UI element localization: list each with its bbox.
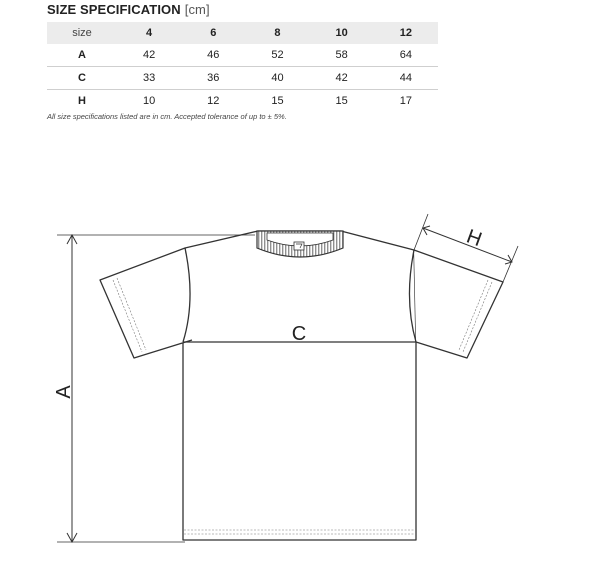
table-cell: 10 <box>142 95 156 107</box>
table-cell: 52 <box>245 44 309 67</box>
table-cell: 64 <box>374 44 438 67</box>
table-cell: 36 <box>181 67 245 90</box>
row-label: H <box>78 95 86 107</box>
table-cell: 17 <box>399 95 412 107</box>
label-c: C <box>291 323 307 345</box>
header-cell: size <box>47 22 117 44</box>
header-cell: 4 <box>117 22 181 44</box>
table-cell: 42 <box>310 67 374 90</box>
table-cell: 33 <box>117 67 181 90</box>
neck-label-icon <box>294 242 304 250</box>
label-h: H <box>463 225 485 252</box>
table-cell: 15 <box>335 95 348 107</box>
table-cell: 12 <box>207 95 220 107</box>
heading-unit: [cm] <box>184 2 210 17</box>
left-sleeve <box>100 248 192 358</box>
header-cell: 8 <box>245 22 309 44</box>
header-cell: 10 <box>310 22 374 44</box>
table-cell: 44 <box>374 67 438 90</box>
header-cell: 12 <box>374 22 438 44</box>
label-a: A <box>53 385 75 399</box>
table-cell: 42 <box>117 44 181 67</box>
row-label: C <box>47 67 117 90</box>
collar <box>257 231 343 257</box>
header-cell: 6 <box>181 22 245 44</box>
right-sleeve <box>414 250 503 358</box>
tolerance-note: All size specifications listed are in cm. Accepted tolerance of up to ± 5%. <box>47 112 287 121</box>
row-label: A <box>47 44 117 67</box>
heading-title: SIZE SPECIFICATION <box>47 2 181 17</box>
table-cell: 15 <box>271 95 284 107</box>
table-cell: 58 <box>310 44 374 67</box>
tshirt-outline <box>100 231 503 540</box>
table-cell: 40 <box>245 67 309 90</box>
table-cell: 46 <box>181 44 245 67</box>
